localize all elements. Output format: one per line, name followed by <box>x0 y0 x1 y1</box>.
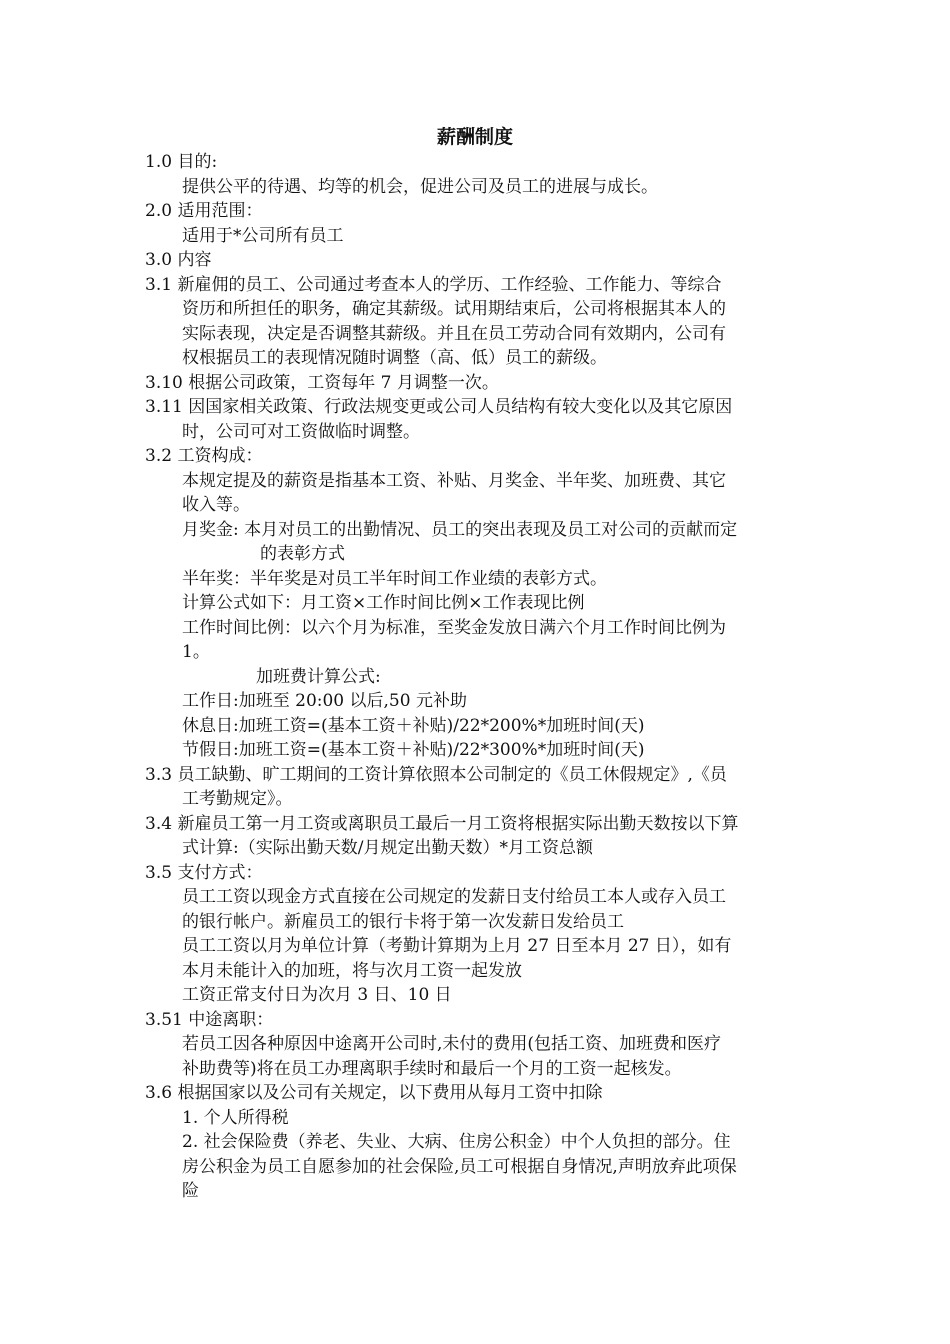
text-line: 员工工资以月为单位计算（考勤计算期为上月 27 日至本月 27 日），如有 <box>182 936 732 956</box>
text-line: 1.0 目的: <box>145 152 218 172</box>
text-line: 3.6 根据国家以及公司有关规定，以下费用从每月工资中扣除 <box>145 1083 603 1103</box>
text-line: 月奖金: 本月对员工的出勤情况、员工的突出表现及员工对公司的贡献而定 <box>182 519 738 540</box>
text-line: 权根据员工的表现情况随时调整（高、低）员工的薪级。 <box>182 348 607 368</box>
text-line: 3.3 员工缺勤、旷工期间的工资计算依照本公司制定的《员工休假规定》,《员 <box>145 764 727 785</box>
text-line: 3.4 新雇员工第一月工资或离职员工最后一月工资将根据实际出勤天数按以下算 <box>145 813 739 834</box>
text-line: 半年奖：半年奖是对员工半年时间工作业绩的表彰方式。 <box>182 568 607 589</box>
text-line: 1. 个人所得税 <box>182 1107 289 1128</box>
text-line: 2.0 适用范围： <box>145 201 263 221</box>
document-title: 薪酬制度 <box>436 126 513 148</box>
text-line: 式计算:（实际出勤天数/月规定出勤天数）*月工资总额 <box>182 838 593 858</box>
text-line: 房公积金为员工自愿参加的社会保险,员工可根据自身情况,声明放弃此项保 <box>182 1156 737 1177</box>
text-line: 3.0 内容 <box>145 250 212 270</box>
text-line: 员工工资以现金方式直接在公司规定的发薪日支付给员工本人或存入员工 <box>182 887 726 907</box>
text-line: 工作时间比例：以六个月为标准，至奖金发放日满六个月工作时间比例为 <box>182 617 726 638</box>
text-line: 3.11 因国家相关政策、行政法规变更或公司人员结构有较大变化以及其它原因 <box>145 397 733 417</box>
text-line: 险 <box>182 1181 199 1201</box>
text-line: 3.51 中途离职： <box>145 1009 274 1030</box>
text-line: 节假日:加班工资=(基本工资＋补贴)/22*300%*加班时间(天) <box>182 740 645 760</box>
text-line: 若员工因各种原因中途离开公司时,未付的费用(包括工资、加班费和医疗 <box>182 1034 722 1054</box>
text-line: 3.2 工资构成： <box>145 446 263 466</box>
text-line: 工考勤规定》。 <box>182 789 293 809</box>
text-line: 1。 <box>182 642 210 662</box>
document-body <box>145 150 807 1204</box>
text-line: 的表彰方式 <box>260 544 345 564</box>
text-line: 3.10 根据公司政策，工资每年 7 月调整一次。 <box>145 372 499 393</box>
text-line: 加班费计算公式: <box>256 666 381 687</box>
text-line: 休息日:加班工资=(基本工资＋补贴)/22*200%*加班时间(天) <box>182 715 645 736</box>
text-line: 的银行帐户。新雇员工的银行卡将于第一次发薪日发给员工 <box>182 911 624 932</box>
text-line: 工资正常支付日为次月 3 日、10 日 <box>182 985 452 1005</box>
text-line: 2. 社会保险费（养老、失业、大病、住房公积金）中个人负担的部分。住 <box>182 1132 731 1152</box>
text-line: 提供公平的待遇、均等的机会，促进公司及员工的进展与成长。 <box>182 176 658 197</box>
text-line: 3.1 新雇佣的员工、公司通过考查本人的学历、工作经验、工作能力、等综合 <box>145 274 722 295</box>
text-line: 适用于*公司所有员工 <box>182 225 344 246</box>
text-line: 补助费等)将在员工办理离职手续时和最后一个月的工资一起核发。 <box>182 1058 682 1079</box>
text-line: 资历和所担任的职务，确定其薪级。试用期结束后，公司将根据其本人的 <box>182 299 726 319</box>
text-line: 收入等。 <box>182 495 250 515</box>
text-line: 本规定提及的薪资是指基本工资、补贴、月奖金、半年奖、加班费、其它 <box>182 470 726 491</box>
text-line: 时，公司可对工资做临时调整。 <box>182 421 420 442</box>
text-line: 3.5 支付方式： <box>145 862 263 883</box>
text-line: 本月未能计入的加班，将与次月工资一起发放 <box>182 960 522 981</box>
text-line: 实际表现，决定是否调整其薪级。并且在员工劳动合同有效期内，公司有 <box>182 323 726 344</box>
text-line: 工作日:加班至 20:00 以后,50 元补助 <box>182 691 467 711</box>
text-line: 计算公式如下：月工资×工作时间比例×工作表现比例 <box>182 593 585 613</box>
